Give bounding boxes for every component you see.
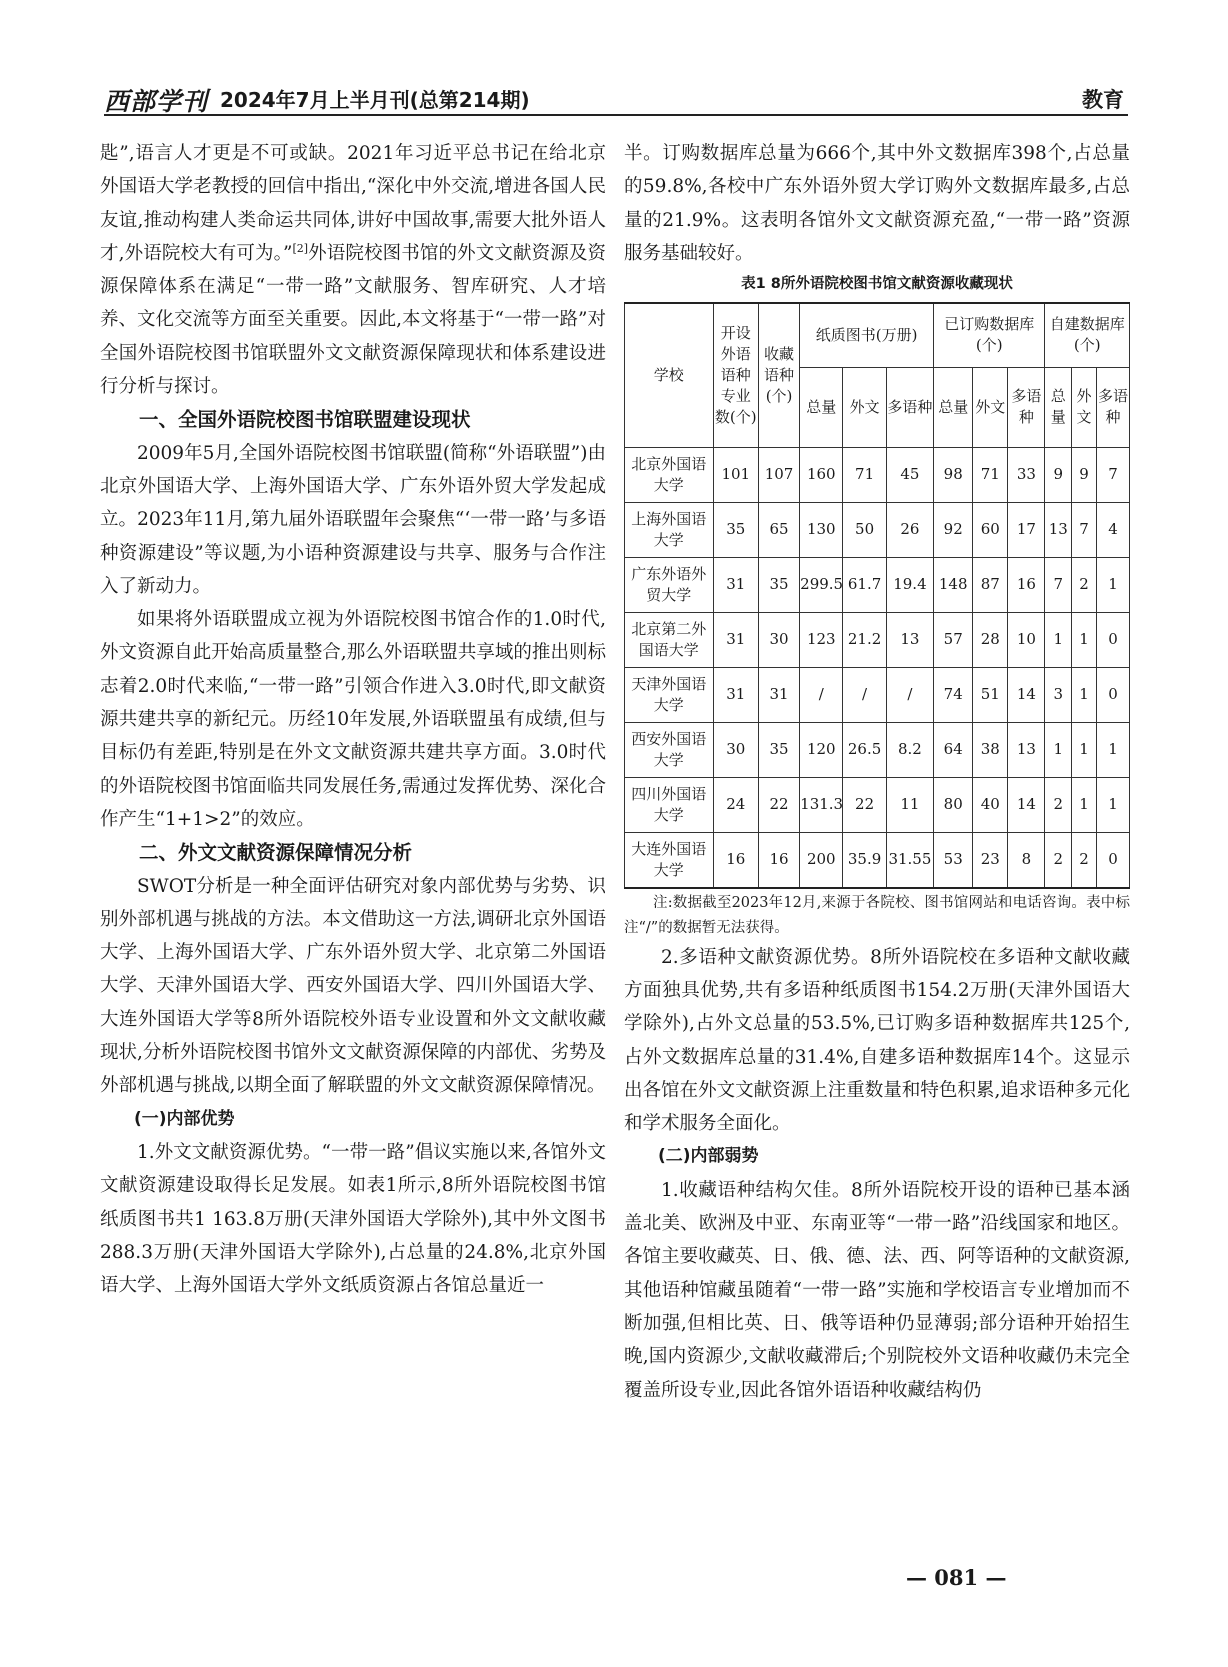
collection-table [624,302,1130,889]
table-cell: 26.5 [843,722,886,777]
citation-ref: [2] [292,241,309,255]
table-cell: 107 [758,447,799,502]
section-heading-1: 一、全国外语院校图书馆联盟建设现状 [139,408,471,432]
table-cell: 40 [973,777,1008,832]
school-cell: 大连外国语大学 [625,832,714,888]
table-cell: 130 [800,502,843,557]
table-note: 注:数据截至2023年12月,来源于各院校、图书馆网站和电话咨询。表中标注“/”的数据暂无法获得。 [624,894,1130,936]
table-cell: 4 [1096,502,1129,557]
table-cell: 299.5 [800,557,843,612]
header-self-built-db: 自建数据库(个) [1045,303,1130,367]
school-cell: 天津外国语大学 [625,667,714,722]
table-cell: 8 [1008,832,1045,888]
table-cell: 1 [1096,557,1129,612]
school-cell: 北京第二外国语大学 [625,612,714,667]
header-foreign: 外文 [843,367,886,447]
table-cell: 33 [1008,447,1045,502]
table-cell: 64 [934,722,973,777]
table-row [625,612,1130,667]
header-languages: 收藏语种(个) [758,303,799,447]
table-caption: 表1 8所外语院校图书馆文献资源收藏现状 [741,276,1013,293]
header-majors: 开设外语语种专业数(个) [713,303,758,447]
table-cell: 1 [1072,667,1097,722]
table-cell: 7 [1096,447,1129,502]
header-school: 学校 [625,303,714,447]
table-cell: 123 [800,612,843,667]
table-cell: 35 [713,502,758,557]
header-print-books: 纸质图书(万册) [800,303,934,367]
table-cell: 7 [1045,557,1072,612]
table-cell: 101 [713,447,758,502]
page-number: — 081 — [906,1565,1007,1590]
table-cell: 61.7 [843,557,886,612]
table-cell: 2 [1045,832,1072,888]
table-cell: 16 [713,832,758,888]
table-cell: 31 [713,557,758,612]
table-row [625,722,1130,777]
table-cell: 16 [1008,557,1045,612]
table-cell: 19.4 [886,557,933,612]
table-cell: 22 [758,777,799,832]
table-cell: 0 [1096,612,1129,667]
table-cell: 31 [713,667,758,722]
table-cell: 71 [843,447,886,502]
table-cell: 2 [1072,557,1097,612]
table-cell: 31 [713,612,758,667]
table-cell: 17 [1008,502,1045,557]
table-row [625,777,1130,832]
school-cell: 广东外语外贸大学 [625,557,714,612]
paragraph: 如果将外语联盟成立视为外语院校图书馆合作的1.0时代,外文资源自此开始高质量整合,那么外语联盟共享域的推出则标志着2.0时代来临,“一带一路”引领合作进入3.0时代,即文献资源共建共享的新纪元。历经10年发展,外语联盟虽有成绩,但与目标仍有差距,特别是在外文文献资源共建共享方面。3.0时代的外语院校图书馆面临共同发展任务,需通过发挥优势、深化合作产生“1+1>2”的效应。 [100,609,606,830]
table-cell: / [843,667,886,722]
table-cell: 50 [843,502,886,557]
table-row [625,667,1130,722]
table-cell: 13 [1008,722,1045,777]
table-cell: 1 [1072,722,1097,777]
paragraph: 半。订购数据库总量为666个,其中外文数据库398个,占总量的59.8%,各校中广东外语外贸大学订购外文数据库最多,占总量的21.9%。这表明各馆外文文献资源充盈,“一带一路”资源服务基础较好。 [624,143,1130,264]
table-cell: 2 [1045,777,1072,832]
header-subscribed-db: 已订购数据库(个) [934,303,1045,367]
table-cell: 3 [1045,667,1072,722]
paragraph: 1.外文文献资源优势。“一带一路”倡议实施以来,各馆外文文献资源建设取得长足发展。如表1所示,8所外语院校图书馆纸质图书共1 163.8万册(天津外国语大学除外),其中外文图书288.3万册(天津外国语大学除外),占总量的24.8%,北京外国语大学、上海外国语大学外文纸质资源占各馆总量近一 [100,1141,606,1297]
issue-info: 2024年7月上半月刊(总第214期) [220,88,530,112]
journal-logo: 西部学刊 [104,87,209,116]
table-cell: 30 [758,612,799,667]
paragraph: SWOT分析是一种全面评估研究对象内部优势与劣势、识别外部机遇与挑战的方法。本文借助这一方法,调研北京外国语大学、上海外国语大学、广东外语外贸大学、北京第二外国语大学、天津外国语大学、西安外国语大学、四川外国语大学、大连外国语大学等8所外语院校外语专业设置和外文文献收藏现状,分析外语院校图书馆外文文献资源保障的内部优、劣势及外部机遇与挑战,以期全面了解联盟的外文文献资源保障情况。 [100,875,606,1097]
table-row [625,502,1130,557]
header-total: 总量 [1045,367,1072,447]
table-cell: 14 [1008,777,1045,832]
table-cell: 1 [1045,612,1072,667]
table-cell: 1 [1072,612,1097,667]
subsection-heading: (一)内部优势 [134,1108,235,1129]
table-cell: 10 [1008,612,1045,667]
table-cell: 21.2 [843,612,886,667]
table-cell: 53 [934,832,973,888]
table-cell: 131.3 [800,777,843,832]
table-cell: 120 [800,722,843,777]
left-column [100,137,606,1302]
table-cell: 13 [886,612,933,667]
paragraph: 匙”,语言人才更是不可或缺。2021年习近平总书记在给北京外国语大学老教授的回信中指出,“深化中外交流,增进各国人民友谊,推动构建人类命运共同体,讲好中国故事,需要大批外语人才,外语院校大有可为。”[2]外语院校图书馆的外文文献资源及资源保障体系在满足“一带一路”文献服务、智库研究、人才培养、文化交流等方面至关重要。因此,本文将基于“一带一路”对全国外语院校图书馆联盟外文文献资源保障现状和体系建设进行分析与探讨。 [100,143,606,398]
table-cell: 65 [758,502,799,557]
table-cell: 1 [1096,722,1129,777]
paragraph: 2.多语种文献资源优势。8所外语院校在多语种文献收藏方面独具优势,共有多语种纸质图书154.2万册(天津外国语大学除外),占外文总量的53.5%,已订购多语种数据库共125个,占外文数据库总量的31.4%,自建多语种数据库14个。这显示出各馆在外文文献资源上注重数量和特色积累,追求语种多元化和学术服务全面化。 [624,946,1130,1135]
subsection-heading: (二)内部弱势 [658,1146,759,1167]
table-cell: 14 [1008,667,1045,722]
table-cell: 35 [758,557,799,612]
table-cell: 0 [1096,667,1129,722]
table-cell: 92 [934,502,973,557]
school-cell: 四川外国语大学 [625,777,714,832]
table-row [625,832,1130,888]
table-cell: 45 [886,447,933,502]
header-foreign: 外文 [973,367,1008,447]
table-cell: 8.2 [886,722,933,777]
header-multilingual: 多语种 [886,367,933,447]
table-cell: 9 [1072,447,1097,502]
right-column [624,137,1130,1407]
table-cell: 71 [973,447,1008,502]
table-cell: 22 [843,777,886,832]
table-cell: 13 [1045,502,1072,557]
section-name: 教育 [1082,88,1124,112]
table-cell: 11 [886,777,933,832]
table-cell: 60 [973,502,1008,557]
header-foreign: 外文 [1072,367,1097,447]
table-cell: 38 [973,722,1008,777]
table-cell: 148 [934,557,973,612]
table-cell: 7 [1072,502,1097,557]
table-cell: 200 [800,832,843,888]
table-cell: 35.9 [843,832,886,888]
table-cell: 1 [1072,777,1097,832]
table-cell: / [886,667,933,722]
table-cell: 2 [1072,832,1097,888]
header-multilingual: 多语种 [1008,367,1045,447]
table-cell: 57 [934,612,973,667]
table-cell: 1 [1045,722,1072,777]
table-cell: 0 [1096,832,1129,888]
table-cell: 80 [934,777,973,832]
section-heading-2: 二、外文文献资源保障情况分析 [139,841,413,865]
header-total: 总量 [934,367,973,447]
table-cell: 30 [713,722,758,777]
table-cell: / [800,667,843,722]
table-cell: 160 [800,447,843,502]
school-cell: 西安外国语大学 [625,722,714,777]
table-cell: 26 [886,502,933,557]
running-header [104,80,1128,116]
table-cell: 74 [934,667,973,722]
table-cell: 31.55 [886,832,933,888]
school-cell: 北京外国语大学 [625,447,714,502]
header-total: 总量 [800,367,843,447]
table-cell: 16 [758,832,799,888]
table-row [625,447,1130,502]
table-cell: 9 [1045,447,1072,502]
table-cell: 24 [713,777,758,832]
paragraph: 2009年5月,全国外语院校图书馆联盟(简称“外语联盟”)由北京外国语大学、上海外国语大学、广东外语外贸大学发起成立。2023年11月,第九届外语联盟年会聚焦“‘一带一路’与多语种资源建设”等议题,为小语种资源建设与共享、服务与合作注入了新动力。 [100,442,606,597]
table-cell: 51 [973,667,1008,722]
table-row [625,557,1130,612]
table-cell: 28 [973,612,1008,667]
table-cell: 87 [973,557,1008,612]
paragraph: 1.收藏语种结构欠佳。8所外语院校开设的语种已基本涵盖北美、欧洲及中亚、东南亚等“一带一路”沿线国家和地区。各馆主要收藏英、日、俄、德、法、西、阿等语种的文献资源,其他语种馆藏虽随着“一带一路”实施和学校语言专业增加而不断加强,但相比英、日、俄等语种仍显薄弱;部分语种开始招生晚,国内资源少,文献收藏滞后;个别院校外文语种收藏仍未完全覆盖所设专业,因此各馆外语语种收藏结构仍 [624,1179,1130,1401]
header-multilingual: 多语种 [1096,367,1129,447]
school-cell: 上海外国语大学 [625,502,714,557]
table-cell: 1 [1096,777,1129,832]
table-cell: 98 [934,447,973,502]
table-cell: 31 [758,667,799,722]
table-cell: 35 [758,722,799,777]
table-cell: 23 [973,832,1008,888]
